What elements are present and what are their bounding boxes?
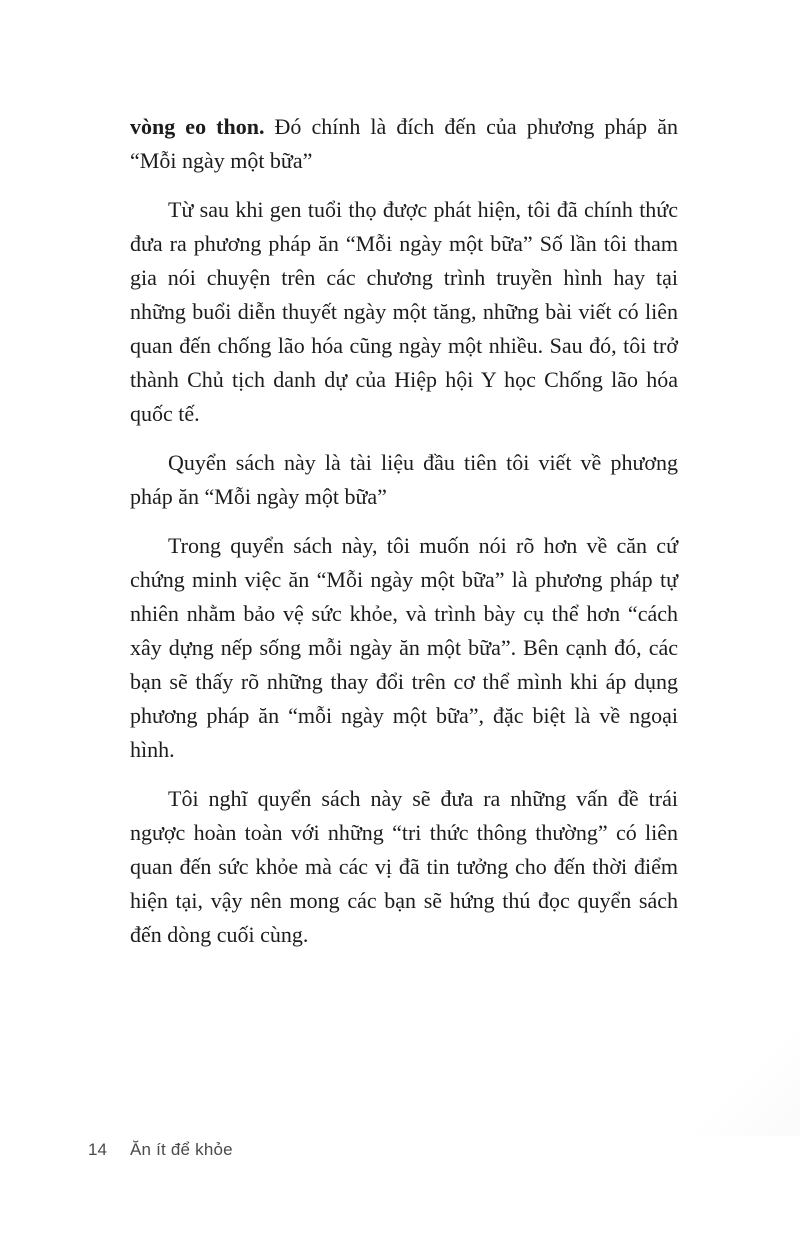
paragraph: Tôi nghĩ quyển sách này sẽ đưa ra những vấn đề trái ngược hoàn toàn với những “tri thức thông thường” có liên quan đến sức khỏe mà các vị đã tin tưởng cho đến thời điểm hiện tại, vậy nên mong các bạn sẽ hứng thú đọc quyển sách đến dòng cuối cùng.: [130, 786, 678, 947]
bold-lead-text: vòng eo thon.: [130, 114, 265, 139]
paragraphs-container: [130, 193, 678, 952]
paragraph: Quyển sách này là tài liệu đầu tiên tôi viết về phương pháp ăn “Mỗi ngày một bữa”: [130, 450, 678, 509]
paragraph: Trong quyển sách này, tôi muốn nói rõ hơn về căn cứ chứng minh việc ăn “Mỗi ngày một bữa” là phương pháp tự nhiên nhằm bảo vệ sức khỏe, và trình bày cụ thể hơn “cách xây dựng nếp sống mỗi ngày ăn một bữa”. Bên cạnh đó, các bạn sẽ thấy rõ những thay đổi trên cơ thể mình khi áp dụng phương pháp ăn “mỗi ngày một bữa”, đặc biệt là về ngoại hình.: [130, 533, 678, 762]
text-block: [130, 110, 678, 967]
book-title: Ăn ít để khỏe: [130, 1140, 233, 1159]
page-corner-sheen: [620, 1016, 800, 1136]
lead-rest-text: Đó chính là đích đến của phương pháp ăn “Mỗi ngày một bữa”: [130, 114, 679, 173]
paragraph-lead: [130, 110, 678, 178]
paragraph: Từ sau khi gen tuổi thọ được phát hiện, tôi đã chính thức đưa ra phương pháp ăn “Mỗi ngày một bữa” Số lần tôi tham gia nói chuyện trên các chương trình truyền hình hay tại những buổi diễn thuyết ngày một tăng, những bài viết có liên quan đến chống lão hóa cũng ngày một nhiều. Sau đó, tôi trở thành Chủ tịch danh dự của Hiệp hội Y học Chống lão hóa quốc tế.: [130, 197, 678, 426]
page-footer: [88, 1140, 688, 1160]
page-number: 14: [88, 1140, 107, 1159]
